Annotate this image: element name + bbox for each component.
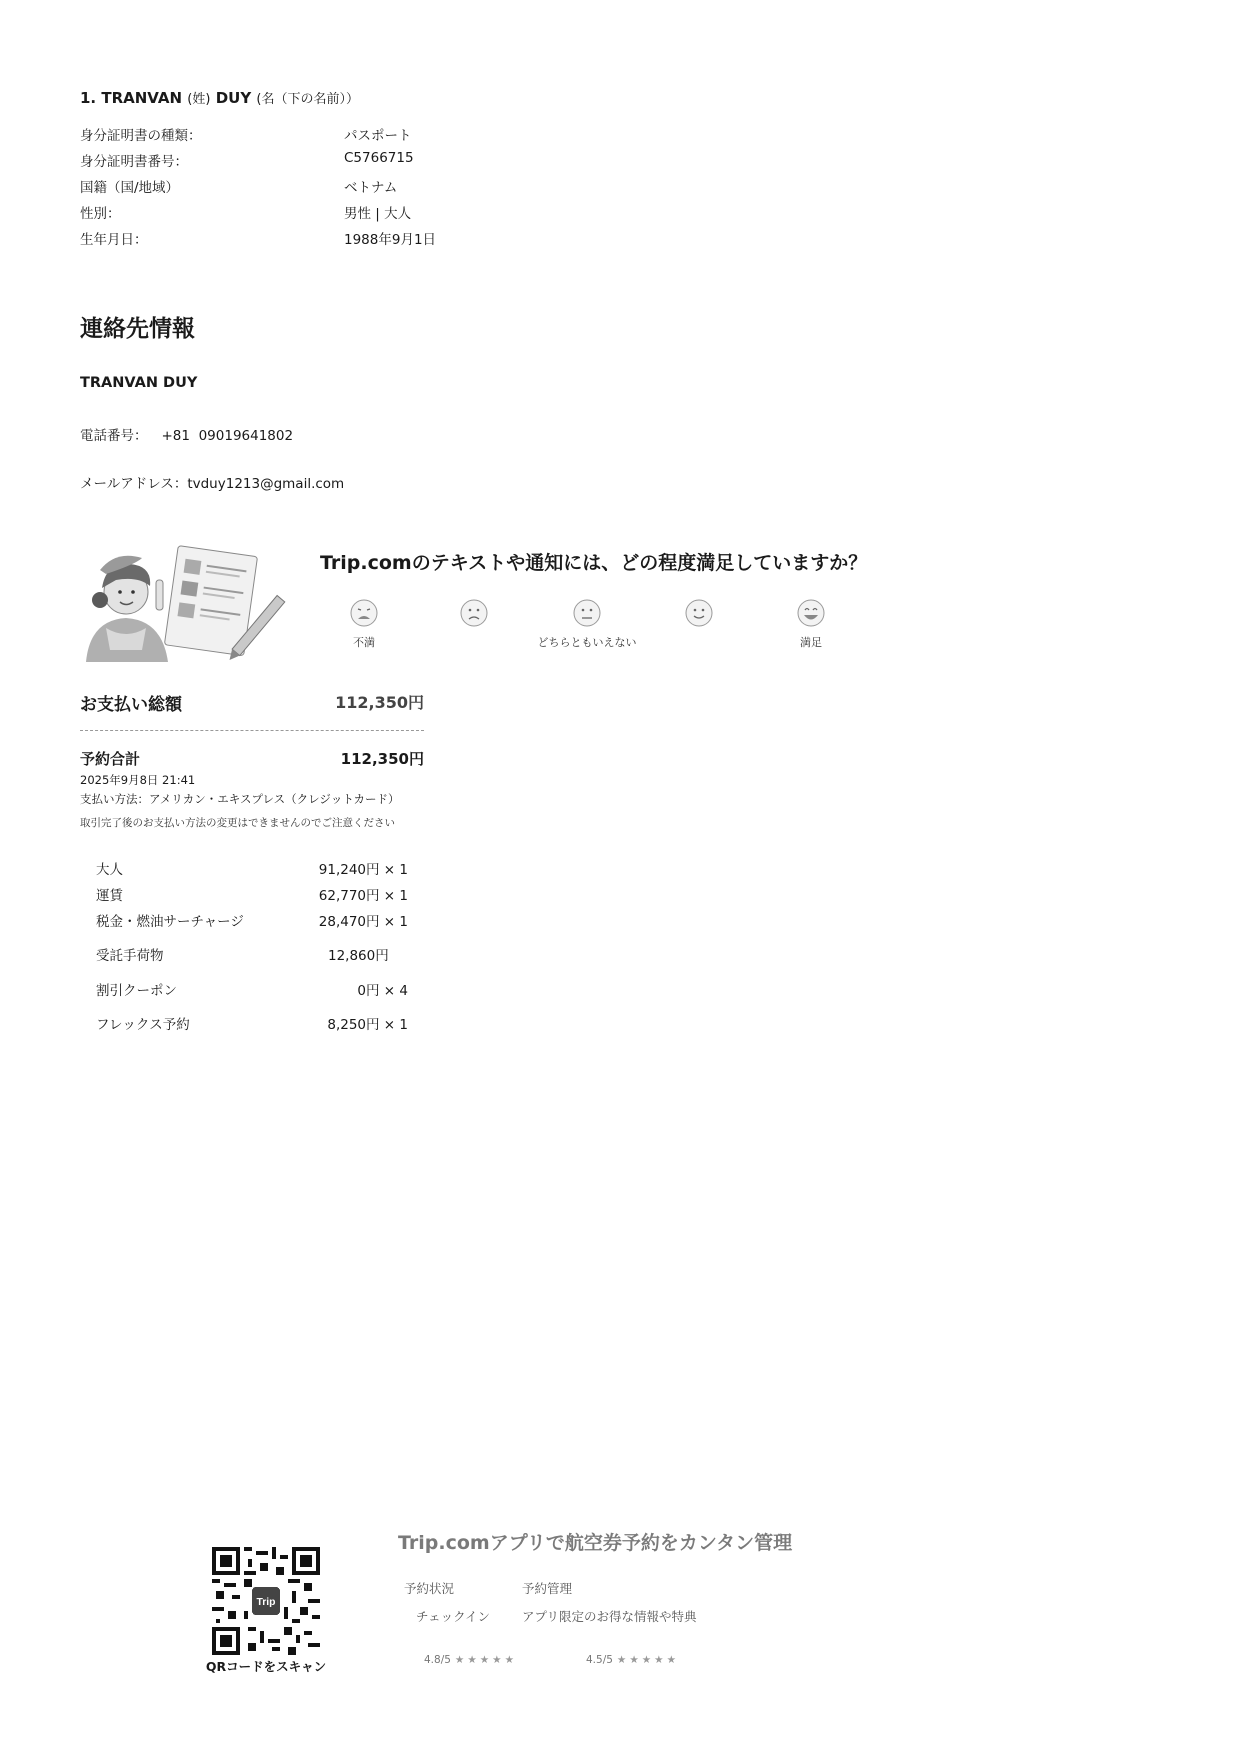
contact-name: TRANVAN DUY [80,375,198,391]
rating-value: 4.8/5 [424,1654,451,1666]
contact-heading: 連絡先情報 [80,316,195,342]
info-value: 1988年9月1日 [344,232,437,248]
face-label-neutral: どちらともいえない [537,636,637,649]
info-label: 性別： [80,206,121,222]
passenger-name-line [80,88,359,107]
star-rating-icon: ★★★★★ [454,1654,517,1666]
phone-number: 09019641802 [198,428,294,444]
survey-illustration [76,540,298,662]
app-promo-title: Trip.comアプリで航空券予約をカンタン管理 [398,1532,793,1554]
total-payment-value: 112,350円 [335,693,424,712]
satisfied-face-icon[interactable] [684,598,714,628]
contact-phone [80,424,293,444]
price-amount: 12,860円 [328,948,389,964]
survey-question: Trip.comのテキストや通知には、どの程度満足していますか？ [320,552,868,574]
face-label-unsatisfied: 不満 [353,636,375,649]
price-label: 大人 [96,862,123,878]
phone-label: 電話番号： [80,428,148,444]
booking-total-value: 112,350円 [340,750,424,768]
total-payment-label: お支払い総額 [80,695,182,715]
svg-text:Trip: Trip [256,1597,276,1608]
email-value: tvduy1213@gmail.com [187,476,345,492]
price-label: 割引クーポン [96,983,177,999]
qr-label: QRコードをスキャン [205,1659,327,1674]
app-rating-android [586,1654,679,1666]
promo-feature: 予約状況 [404,1581,455,1596]
info-value: パスポート [344,128,412,144]
divider [80,730,424,731]
passenger-surname: 1. TRANVAN [80,89,183,107]
price-label: 受託手荷物 [96,948,164,964]
info-label: 身分証明書番号： [80,154,188,170]
neutral-face-icon[interactable] [572,598,602,628]
price-amount: 8,250円 × 1 [327,1017,408,1033]
info-label: 生年月日： [80,232,148,248]
contact-email [80,472,344,492]
price-amount: 0円 × 4 [357,983,408,999]
price-amount: 28,470円 × 1 [318,914,408,930]
rating-value: 4.5/5 [586,1654,613,1666]
promo-feature: アプリ限定のお得な情報や特典 [522,1609,697,1624]
promo-feature: チェックイン [416,1609,491,1624]
info-label: 国籍（国/地域） [80,180,180,196]
app-download-qr-code[interactable] [212,1547,320,1655]
price-label: 運賃 [96,888,123,904]
price-label: フレックス予約 [96,1017,190,1033]
unsatisfied-face-icon[interactable] [459,598,489,628]
price-amount: 91,240円 × 1 [318,862,408,878]
info-value: ベトナム [344,180,398,196]
info-value: 男性 | 大人 [344,206,412,222]
price-label: 税金・燃油サーチャージ [96,914,244,930]
payment-note: 取引完了後のお支払い方法の変更はできませんのでご注意ください [80,817,395,829]
payment-method: 支払い方法：アメリカン・エキスプレス（クレジットカード） [80,792,400,806]
email-label: メールアドレス： [80,476,188,492]
passenger-given-name: DUY [215,89,252,107]
very-unsatisfied-face-icon[interactable] [349,598,379,628]
surname-note: (姓) [187,92,211,107]
star-rating-icon: ★★★★★ [616,1654,679,1666]
price-amount: 62,770円 × 1 [318,888,408,904]
info-value: C5766715 [344,150,414,166]
very-satisfied-face-icon[interactable] [796,598,826,628]
booking-total-label: 予約合計 [80,750,141,768]
given-name-note: (名（下の名前）） [256,92,359,107]
face-label-satisfied: 満足 [800,636,822,649]
info-label: 身分証明書の種類： [80,128,202,144]
phone-country-code: +81 [161,428,190,444]
app-rating-ios [424,1654,517,1666]
booking-datetime: 2025年9月8日 21:41 [80,773,196,787]
promo-feature: 予約管理 [522,1581,573,1596]
